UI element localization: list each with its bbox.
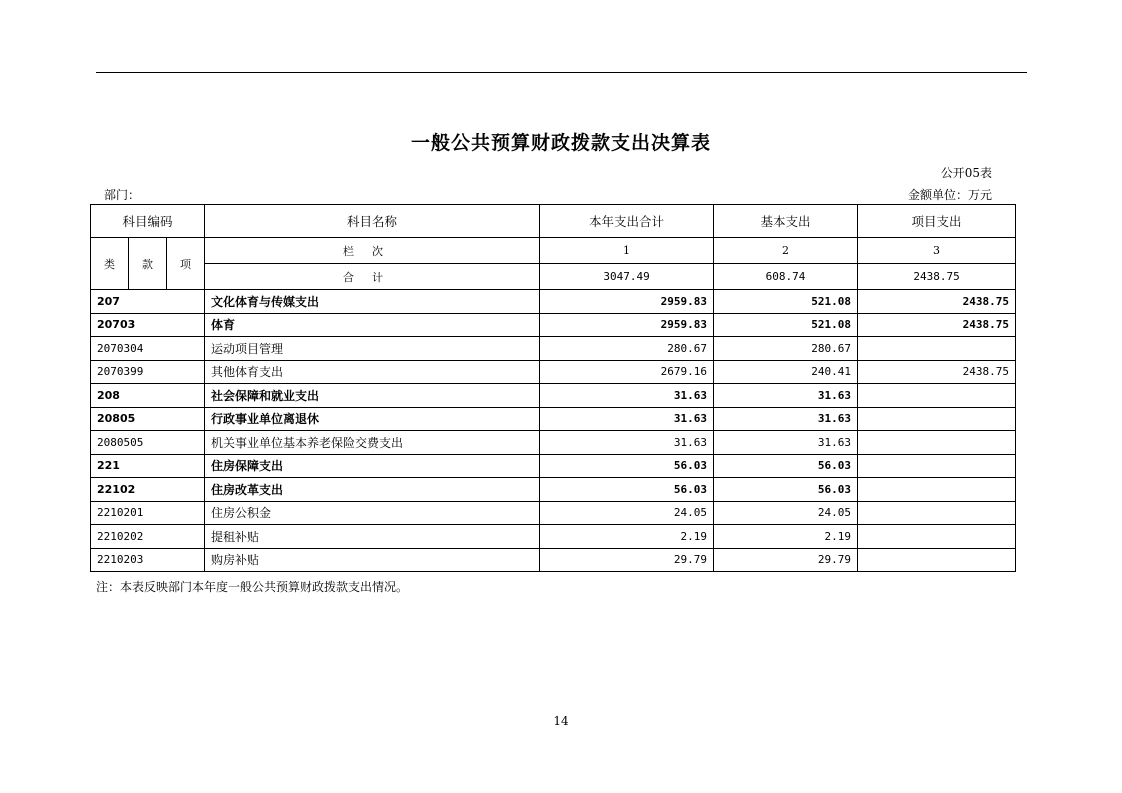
header-basic: 基本支出	[714, 205, 858, 238]
row-basic: 31.63	[714, 407, 858, 431]
row-code: 2080505	[91, 431, 205, 455]
row-name: 行政事业单位离退休	[205, 407, 540, 431]
row-total: 2679.16	[540, 360, 714, 384]
row-name: 体育	[205, 313, 540, 337]
row-total: 2959.83	[540, 290, 714, 314]
row-project	[858, 525, 1016, 549]
row-total: 2.19	[540, 525, 714, 549]
row-code: 20805	[91, 407, 205, 431]
header-row	[91, 205, 1016, 238]
header-kuan: 款	[129, 238, 167, 290]
row-name: 机关事业单位基本养老保险交费支出	[205, 431, 540, 455]
row-project	[858, 478, 1016, 502]
sum-label: 合计	[205, 264, 540, 290]
row-code: 2070304	[91, 337, 205, 361]
row-name: 住房保障支出	[205, 454, 540, 478]
row-project	[858, 384, 1016, 408]
row-code: 2210202	[91, 525, 205, 549]
row-project	[858, 407, 1016, 431]
header-rule	[96, 72, 1027, 73]
col-index-1: 1	[540, 238, 714, 264]
row-basic: 24.05	[714, 501, 858, 525]
table-row	[91, 290, 1016, 314]
column-label: 栏次	[205, 238, 540, 264]
sum-project: 2438.75	[858, 264, 1016, 290]
table-row	[91, 337, 1016, 361]
col-index-3: 3	[858, 238, 1016, 264]
row-project	[858, 548, 1016, 572]
row-basic: 29.79	[714, 548, 858, 572]
table-row	[91, 313, 1016, 337]
row-basic: 2.19	[714, 525, 858, 549]
row-total: 24.05	[540, 501, 714, 525]
header-xiang: 项	[167, 238, 205, 290]
row-total: 31.63	[540, 431, 714, 455]
row-project	[858, 501, 1016, 525]
header-code: 科目编码	[91, 205, 205, 238]
row-name: 其他体育支出	[205, 360, 540, 384]
header-name: 科目名称	[205, 205, 540, 238]
footnote: 注：本表反映部门本年度一般公共预算财政拨款支出情况。	[96, 580, 409, 594]
row-code: 20703	[91, 313, 205, 337]
sum-total: 3047.49	[540, 264, 714, 290]
col-index-2: 2	[714, 238, 858, 264]
row-project	[858, 454, 1016, 478]
page-title: 一般公共预算财政拨款支出决算表	[410, 132, 711, 154]
row-basic: 521.08	[714, 290, 858, 314]
row-name: 住房公积金	[205, 501, 540, 525]
row-basic: 56.03	[714, 454, 858, 478]
table-row	[91, 501, 1016, 525]
row-total: 31.63	[540, 384, 714, 408]
table-row	[91, 478, 1016, 502]
table-row	[91, 384, 1016, 408]
table-row	[91, 431, 1016, 455]
table-row	[91, 360, 1016, 384]
row-name: 提租补贴	[205, 525, 540, 549]
row-total: 31.63	[540, 407, 714, 431]
row-total: 2959.83	[540, 313, 714, 337]
form-code: 公开05表	[940, 166, 992, 180]
row-name: 购房补贴	[205, 548, 540, 572]
row-total: 280.67	[540, 337, 714, 361]
row-project: 2438.75	[858, 290, 1016, 314]
row-name: 社会保障和就业支出	[205, 384, 540, 408]
row-code: 207	[91, 290, 205, 314]
header-project: 项目支出	[858, 205, 1016, 238]
unit-label: 金额单位：万元	[907, 188, 992, 202]
table-row	[91, 548, 1016, 572]
row-total: 56.03	[540, 478, 714, 502]
row-code: 2210201	[91, 501, 205, 525]
header-total: 本年支出合计	[540, 205, 714, 238]
row-basic: 56.03	[714, 478, 858, 502]
row-basic: 240.41	[714, 360, 858, 384]
row-total: 29.79	[540, 548, 714, 572]
row-total: 56.03	[540, 454, 714, 478]
row-name: 文化体育与传媒支出	[205, 290, 540, 314]
table-row	[91, 407, 1016, 431]
column-index-row	[91, 238, 1016, 264]
department-label: 部门：	[104, 188, 141, 202]
sum-row	[91, 264, 1016, 290]
row-project: 2438.75	[858, 313, 1016, 337]
row-project	[858, 431, 1016, 455]
row-code: 22102	[91, 478, 205, 502]
row-basic: 31.63	[714, 431, 858, 455]
table-row	[91, 525, 1016, 549]
row-code: 2210203	[91, 548, 205, 572]
row-name: 运动项目管理	[205, 337, 540, 361]
row-project: 2438.75	[858, 360, 1016, 384]
row-basic: 280.67	[714, 337, 858, 361]
expenditure-table	[90, 204, 1016, 572]
row-name: 住房改革支出	[205, 478, 540, 502]
row-basic: 31.63	[714, 384, 858, 408]
page-number: 14	[553, 714, 569, 728]
row-code: 208	[91, 384, 205, 408]
row-project	[858, 337, 1016, 361]
row-code: 2070399	[91, 360, 205, 384]
table-row	[91, 454, 1016, 478]
row-code: 221	[91, 454, 205, 478]
row-basic: 521.08	[714, 313, 858, 337]
header-lei: 类	[91, 238, 129, 290]
sum-basic: 608.74	[714, 264, 858, 290]
